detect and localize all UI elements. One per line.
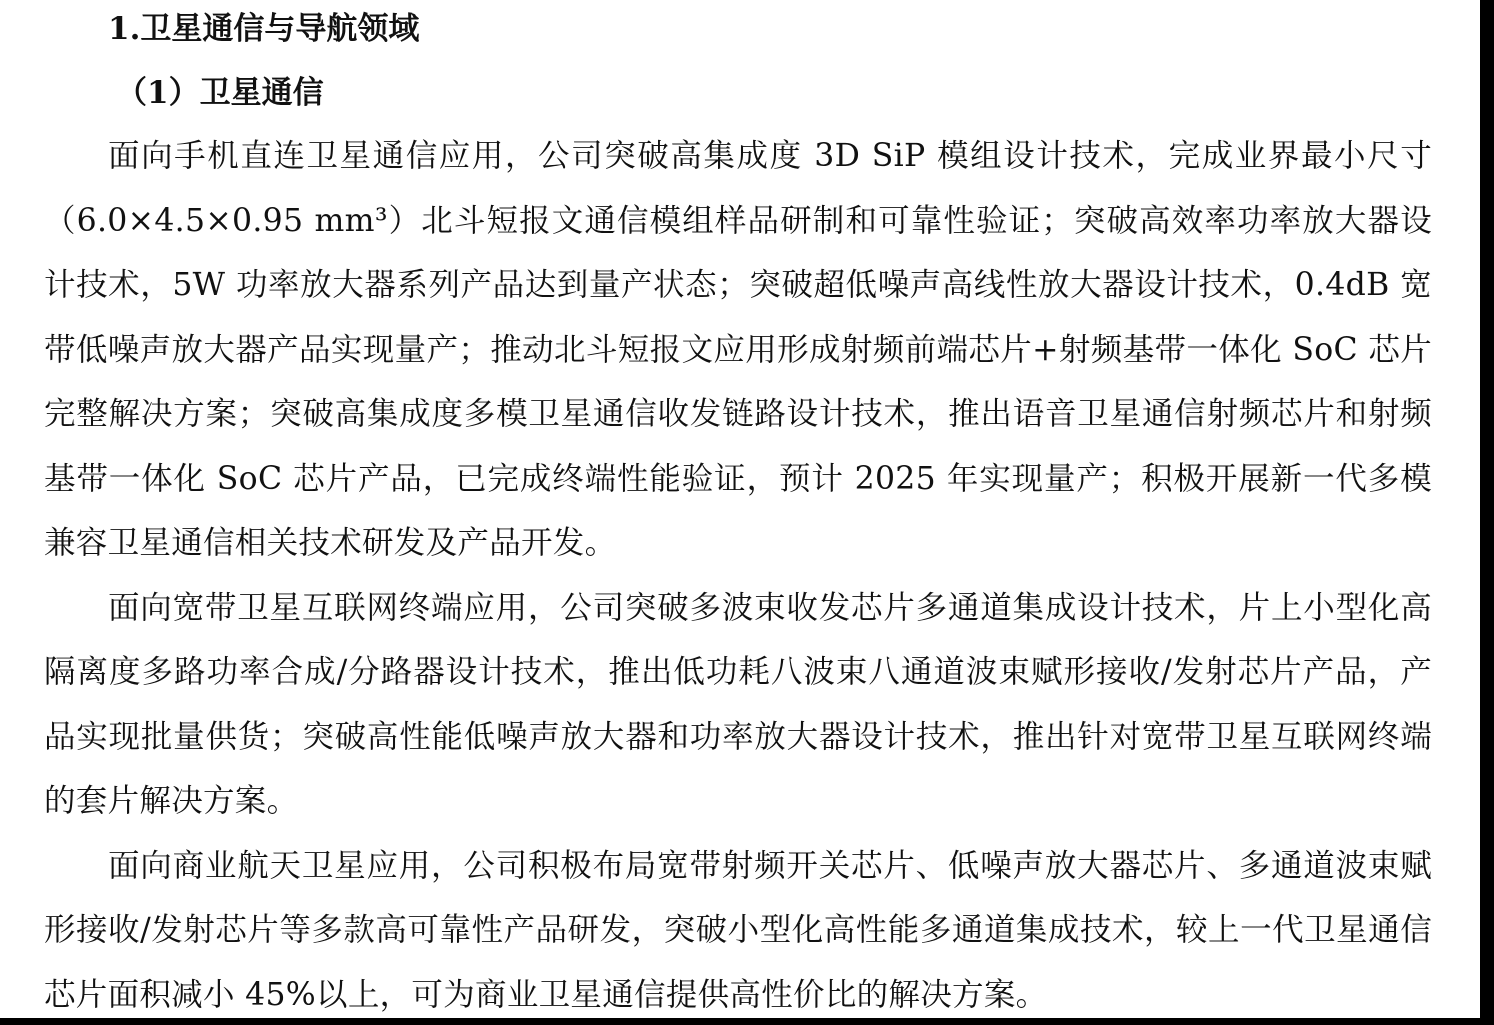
paragraph-commercial-aerospace: 面向商业航天卫星应用，公司积极布局宽带射频开关芯片、低噪声放大器芯片、多通道波束赋形接收/发射芯片等多款高可靠性产品研发，突破小型化高性能多通道集成技术，较上一代卫星通信芯片面积减小 45%以上，可为商业卫星通信提供高性价比的解决方案。 xyxy=(44,847,1432,1013)
section-heading: 1.卫星通信与导航领域 xyxy=(108,11,420,47)
document-body xyxy=(44,0,1432,1018)
paragraph-phone-satellite: 面向手机直连卫星通信应用，公司突破高集成度 3D SiP 模组设计技术，完成业界最小尺寸（6.0×4.5×0.95 mm³）北斗短报文通信模组样品研制和可靠性验证；突破高效率功率放大器设计技术，5W 功率放大器系列产品达到量产状态；突破超低噪声高线性放大器设计技术，0.4dB 宽带低噪声放大器产品实现量产；推动北斗短报文应用形成射频前端芯片+射频基带一体化 SoC 芯片完整解决方案；突破高集成度多模卫星通信收发链路设计技术，推出语音卫星通信射频芯片和射频基带一体化 SoC 芯片产品，已完成终端性能验证，预计 2025 年实现量产；积极开展新一代多模兼容卫星通信相关技术研发及产品开发。 xyxy=(44,138,1432,561)
paragraph-broadband-satellite: 面向宽带卫星互联网终端应用，公司突破多波束收发芯片多通道集成设计技术，片上小型化高隔离度多路功率合成/分路器设计技术，推出低功耗八波束八通道波束赋形接收/发射芯片产品，产品实现批量供货；突破高性能低噪声放大器和功率放大器设计技术，推出针对宽带卫星互联网终端的套片解决方案。 xyxy=(44,589,1432,819)
subsection-heading: （1）卫星通信 xyxy=(116,75,324,111)
